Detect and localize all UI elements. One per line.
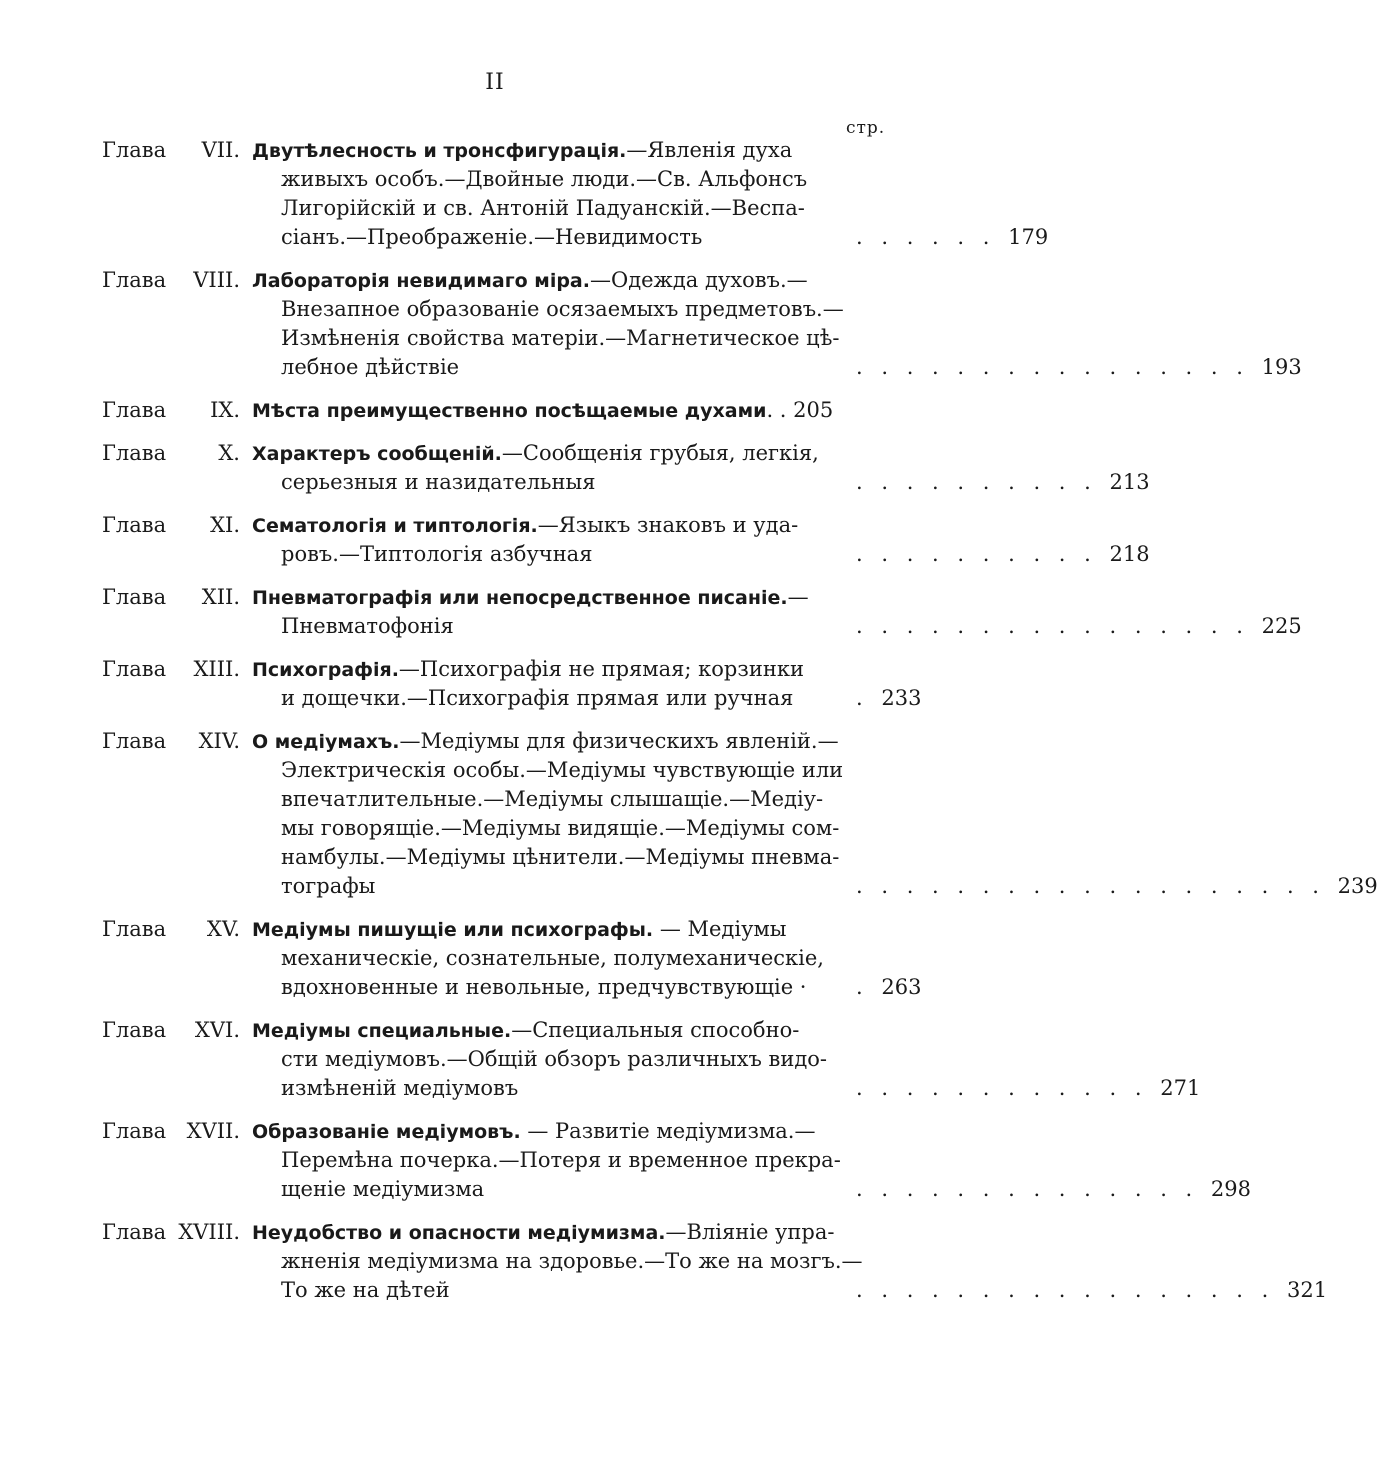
chapter-description: —Вліяніе упра-	[665, 1220, 835, 1244]
toc-entry-xi	[0, 511, 1150, 569]
chapter-word: Глава	[102, 513, 167, 537]
chapter-word: Глава	[102, 657, 167, 681]
description-line: Электрическія особы.—Медіумы чувствующіе или	[281, 758, 844, 782]
chapter-description: —Специальныя способно-	[511, 1018, 800, 1042]
description-line: жненія медіумизма на здоровье.—То же на мозгъ.—	[281, 1249, 863, 1273]
chapter-title: Мѣста преимущественно посѣщаемые духами	[252, 400, 767, 422]
page-reference: 233	[881, 686, 922, 710]
leader-dots: . . . . . . . . . .	[856, 542, 1110, 566]
chapter-title: Двутѣлесность и тронсфигурація.	[252, 140, 627, 162]
table-of-contents	[0, 136, 1378, 1319]
leader-dots: . . . . . . . . . . . . . . . .	[856, 614, 1262, 638]
leader-dots: . . . . . . . . . .	[856, 470, 1110, 494]
chapter-description: —Языкъ знаковъ и уда-	[537, 513, 799, 537]
page-reference: 218	[1109, 542, 1150, 566]
description-line: Внезапное образованіе осязаемыхъ предметовъ.—	[281, 297, 844, 321]
chapter-number: XII.	[201, 585, 240, 609]
leader-dots: .	[856, 686, 882, 710]
chapter-title: Сематологія и типтологія.	[252, 515, 538, 537]
leader-dots: . . . . . . . . . . . . . . . .	[856, 355, 1262, 379]
chapter-number: VII.	[201, 138, 240, 162]
toc-entry-vii	[0, 136, 1049, 252]
description-line: вдохновенные и невольные, предчувствующіе ·	[281, 975, 807, 999]
description-line: намбулы.—Медіумы цѣнители.—Медіумы пневма-	[281, 845, 840, 869]
chapter-description: —Явленія духа	[626, 138, 793, 162]
chapter-description: —	[787, 585, 809, 609]
chapter-word: Глава	[102, 268, 167, 292]
description-line: ровъ.—Типтологія азбучная	[281, 542, 593, 566]
chapter-word: Глава	[102, 917, 167, 941]
toc-entry-xiv	[0, 727, 1378, 901]
chapter-word: Глава	[102, 1018, 167, 1042]
toc-entry-xvi	[0, 1016, 1201, 1103]
chapter-description: — Медіумы	[653, 917, 787, 941]
chapter-description: —Сообщенія грубыя, легкія,	[501, 441, 819, 465]
chapter-word: Глава	[102, 398, 167, 422]
description-line: мы говорящіе.—Медіумы видящіе.—Медіумы сом-	[281, 816, 840, 840]
page-reference: 298	[1210, 1177, 1252, 1201]
toc-entry-x	[0, 439, 1150, 497]
chapter-description: —Одежда духовъ.—	[589, 268, 808, 292]
chapter-title: Пневматографія или непосредственное писаніе.	[252, 587, 788, 609]
leader-dots: . . . . . . . . . . . . . . . . . . .	[856, 874, 1338, 898]
description-line: механическіе, сознательные, полумеханическіе,	[281, 946, 824, 970]
leader-dots: .	[856, 975, 882, 999]
page-reference: 239	[1337, 874, 1378, 898]
chapter-description: —Медіумы для физическихъ явленій.—	[399, 729, 839, 753]
chapter-number: VIII.	[193, 268, 240, 292]
chapter-number: IX.	[210, 398, 240, 422]
description-line: То же на дѣтей	[281, 1278, 450, 1302]
chapter-word: Глава	[102, 1220, 167, 1244]
description-line: живыхъ особъ.—Двойные люди.—Св. Альфонсъ	[281, 167, 808, 191]
page-reference: 321	[1286, 1278, 1328, 1302]
toc-entry-xiii	[0, 655, 1038, 713]
toc-entry-xii	[0, 583, 1302, 641]
description-line: лебное дѣйствіе	[281, 355, 460, 379]
description-line: впечатлительные.—Медіумы слышащіе.—Медіу-	[281, 787, 824, 811]
page-reference: 271	[1160, 1076, 1201, 1100]
chapter-number: XIII.	[193, 657, 240, 681]
page-number: II	[485, 70, 505, 95]
chapter-number: XIV.	[198, 729, 240, 753]
page-reference: 225	[1261, 614, 1302, 638]
chapter-word: Глава	[102, 441, 167, 465]
chapter-title: Медіумы специальные.	[252, 1020, 512, 1042]
page-column-label: стр.	[846, 118, 886, 138]
description-line: Измѣненія свойства матеріи.—Магнетическое цѣ-	[281, 326, 840, 350]
chapter-description: —Психографія не прямая; корзинки	[398, 657, 804, 681]
chapter-title: Лабораторія невидимаго міра.	[252, 270, 590, 292]
chapter-word: Глава	[102, 729, 167, 753]
page-reference: 193	[1261, 355, 1302, 379]
description-line: измѣненій медіумовъ	[281, 1076, 519, 1100]
toc-entry-xv	[0, 915, 1038, 1002]
chapter-number: XVI.	[194, 1018, 240, 1042]
chapter-title: Медіумы пишущіе или психографы.	[252, 919, 654, 941]
page-reference: 263	[881, 975, 922, 999]
description-line: щеніе медіумизма	[281, 1177, 485, 1201]
toc-entry-viii	[0, 266, 1302, 382]
description-line: Лигорійскій и св. Антоній Падуанскій.—Веспа-	[281, 196, 805, 220]
description-line: сіанъ.—Преображеніе.—Невидимость	[281, 225, 703, 249]
chapter-word: Глава	[102, 138, 167, 162]
chapter-title: Характеръ сообщеній.	[252, 443, 502, 465]
leader-dots: . . . . . . . . . . . . . . . . .	[856, 1278, 1287, 1302]
description-line: Пневматофонія	[281, 614, 454, 638]
chapter-title: Неудобство и опасности медіумизма.	[252, 1222, 666, 1244]
chapter-title: О медіумахъ.	[252, 731, 400, 753]
toc-entry-xviii	[0, 1218, 1328, 1305]
leader-dots: . . . . . .	[856, 225, 1009, 249]
chapter-number: XI.	[210, 513, 240, 537]
description-line: и дощечки.—Психографія прямая или ручная	[281, 686, 794, 710]
chapter-title: Образованіе медіумовъ.	[252, 1121, 521, 1143]
description-line: серьезныя и назидательныя	[281, 470, 596, 494]
page-reference: 179	[1008, 225, 1049, 249]
chapter-word: Глава	[102, 585, 167, 609]
leader-dots: . . . . . . . . . . . . . .	[856, 1177, 1211, 1201]
chapter-number: XV.	[206, 917, 240, 941]
description-line: Перемѣна почерка.—Потеря и временное прекра-	[281, 1148, 841, 1172]
toc-entry-xvii	[0, 1117, 1252, 1204]
description-line: тографы	[281, 874, 376, 898]
page-reference: . . 205	[766, 398, 834, 422]
description-line: сти медіумовъ.—Общій обзоръ различныхъ видо-	[281, 1047, 827, 1071]
chapter-description: — Развитіе медіумизма.—	[520, 1119, 816, 1143]
chapter-number: XVII.	[186, 1119, 240, 1143]
leader-dots: . . . . . . . . . . . .	[856, 1076, 1161, 1100]
chapter-number: X.	[218, 441, 240, 465]
chapter-title: Психографія.	[252, 659, 399, 681]
page-reference: 213	[1109, 470, 1150, 494]
chapter-number: XVIII.	[178, 1220, 240, 1244]
toc-entry-ix	[0, 396, 1038, 425]
chapter-word: Глава	[102, 1119, 167, 1143]
